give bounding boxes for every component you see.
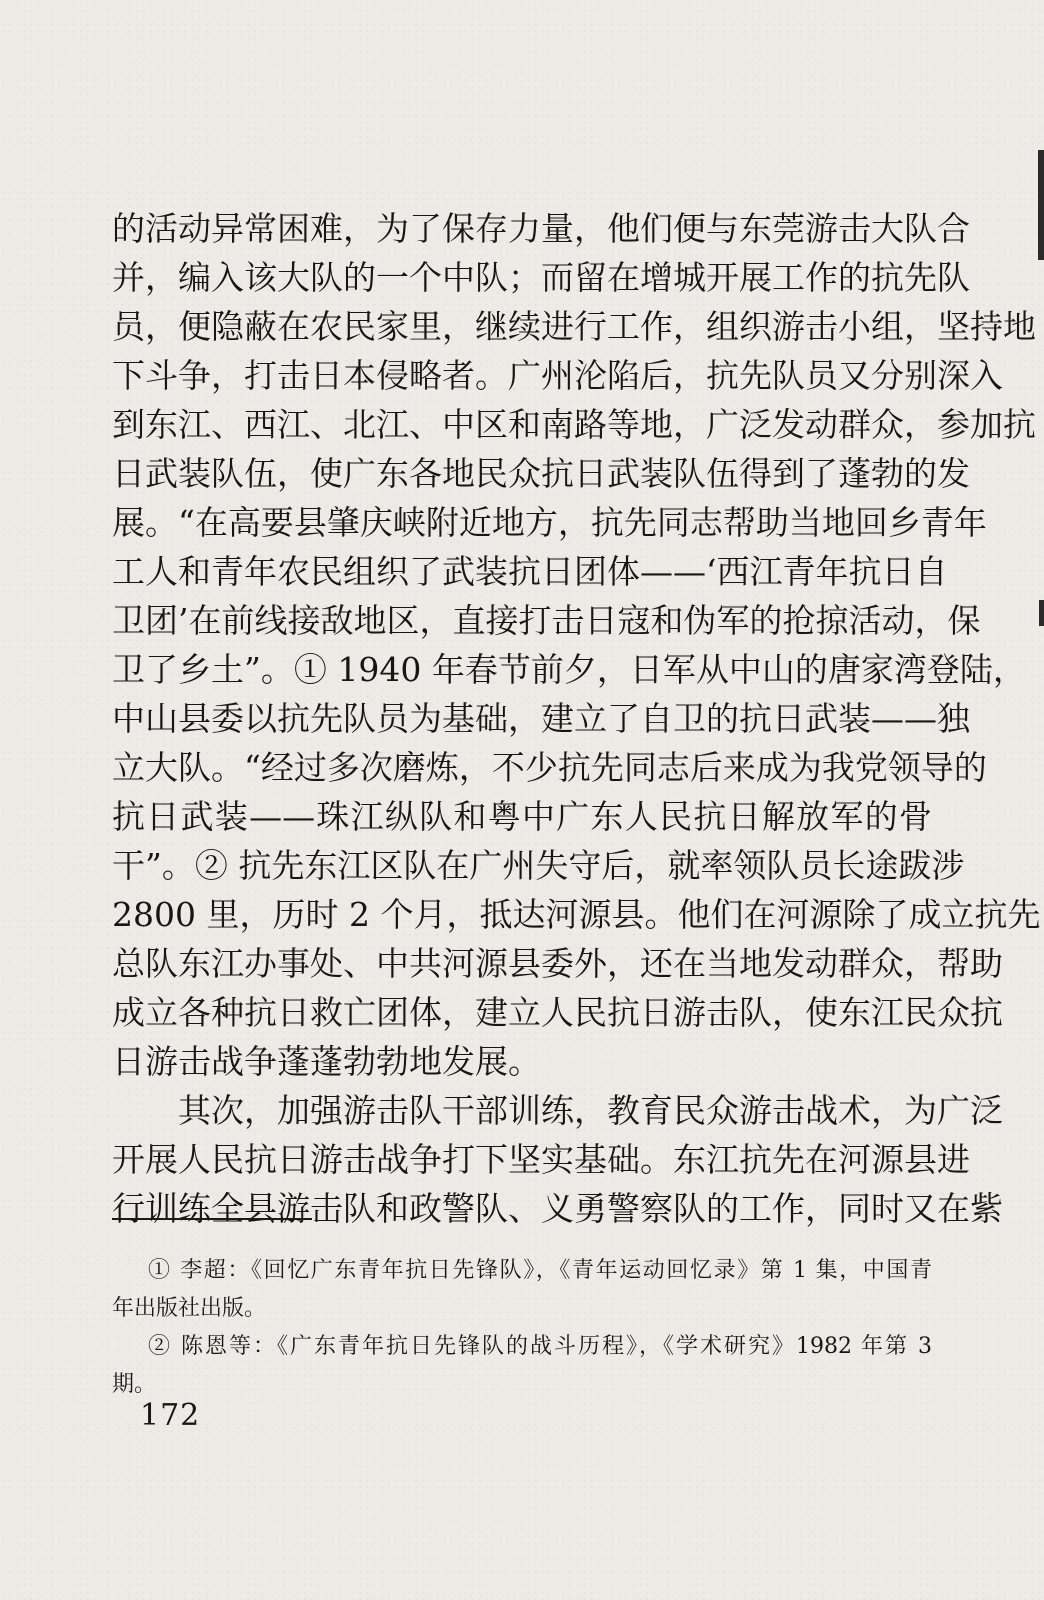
text-line: 总队东江办事处、中共河源县委外，还在当地发动群众，帮助 [112, 944, 1003, 983]
text-line: 行训练全县游击队和政警队、义勇警察队的工作，同时又在紫 [112, 1189, 1003, 1228]
text-line: 抗日武装——珠江纵队和粤中广东人民抗日解放军的骨 [112, 797, 932, 836]
text-line: 开展人民抗日游击战争打下坚实基础。东江抗先在河源县进 [112, 1140, 970, 1179]
main-text [112, 204, 1041, 1233]
text-line: 日武装队伍，使广东各地民众抗日武装队伍得到了蓬勃的发 [112, 454, 970, 493]
text-line: 卫了乡土”。① 1940 年春节前夕，日军从中山的唐家湾登陆， [112, 650, 1026, 689]
text-line: 中山县委以抗先队员为基础，建立了自卫的抗日武装——独 [112, 699, 970, 738]
text-line: 干”。② 抗先东江区队在广州失守后，就率领队员长途跋涉 [112, 846, 965, 885]
text-line: 2800 里，历时 2 个月，抵达河源县。他们在河源除了成立抗先 [112, 895, 1041, 934]
text-line: 立大队。“经过多次磨炼，不少抗先同志后来成为我党领导的 [112, 748, 987, 787]
paragraph-start-line: 其次，加强游击队干部训练，教育民众游击战术，为广泛 [178, 1091, 1003, 1130]
text-line: 成立各种抗日救亡团体，建立人民抗日游击队，使东江民众抗 [112, 993, 1003, 1032]
text-line: 展。“在高要县肇庆峡附近地方，抗先同志帮助当地回乡青年 [112, 503, 987, 542]
footnotes [112, 1252, 932, 1404]
text-line: 并，编入该大队的一个中队；而留在增城开展工作的抗先队 [112, 258, 970, 297]
footnote-divider [112, 1218, 312, 1220]
text-line: 日游击战争蓬蓬勃勃地发展。 [112, 1042, 541, 1081]
text-line: 下斗争，打击日本侵略者。广州沦陷后，抗先队员又分别深入 [112, 356, 1003, 395]
text-line: 的活动异常困难，为了保存力量，他们便与东莞游击大队合 [112, 209, 970, 248]
footnote-2: ② 陈恩等：《广东青年抗日先锋队的战斗历程》，《学术研究》1982 年第 3 [148, 1334, 932, 1359]
text-line: 卫团’在前线接敌地区，直接打击日寇和伪军的抢掠活动，保 [112, 601, 981, 640]
scan-edge-mark [1039, 600, 1044, 626]
text-line: 员，便隐蔽在农民家里，继续进行工作，组织游击小组，坚持地 [112, 307, 1036, 346]
footnote-2-continued: 期。 [112, 1372, 157, 1397]
scan-edge-mark [1038, 150, 1044, 260]
text-line: 到东江、西江、北江、中区和南路等地，广泛发动群众，参加抗 [112, 405, 1036, 444]
footnote-1: ① 李超：《回忆广东青年抗日先锋队》，《青年运动回忆录》第 1 集，中国青 [148, 1258, 932, 1283]
text-line: 工人和青年农民组织了武装抗日团体——‘西江青年抗日自 [112, 552, 948, 591]
page-number: 172 [140, 1398, 201, 1433]
footnote-1-continued: 年出版社出版。 [112, 1296, 267, 1321]
